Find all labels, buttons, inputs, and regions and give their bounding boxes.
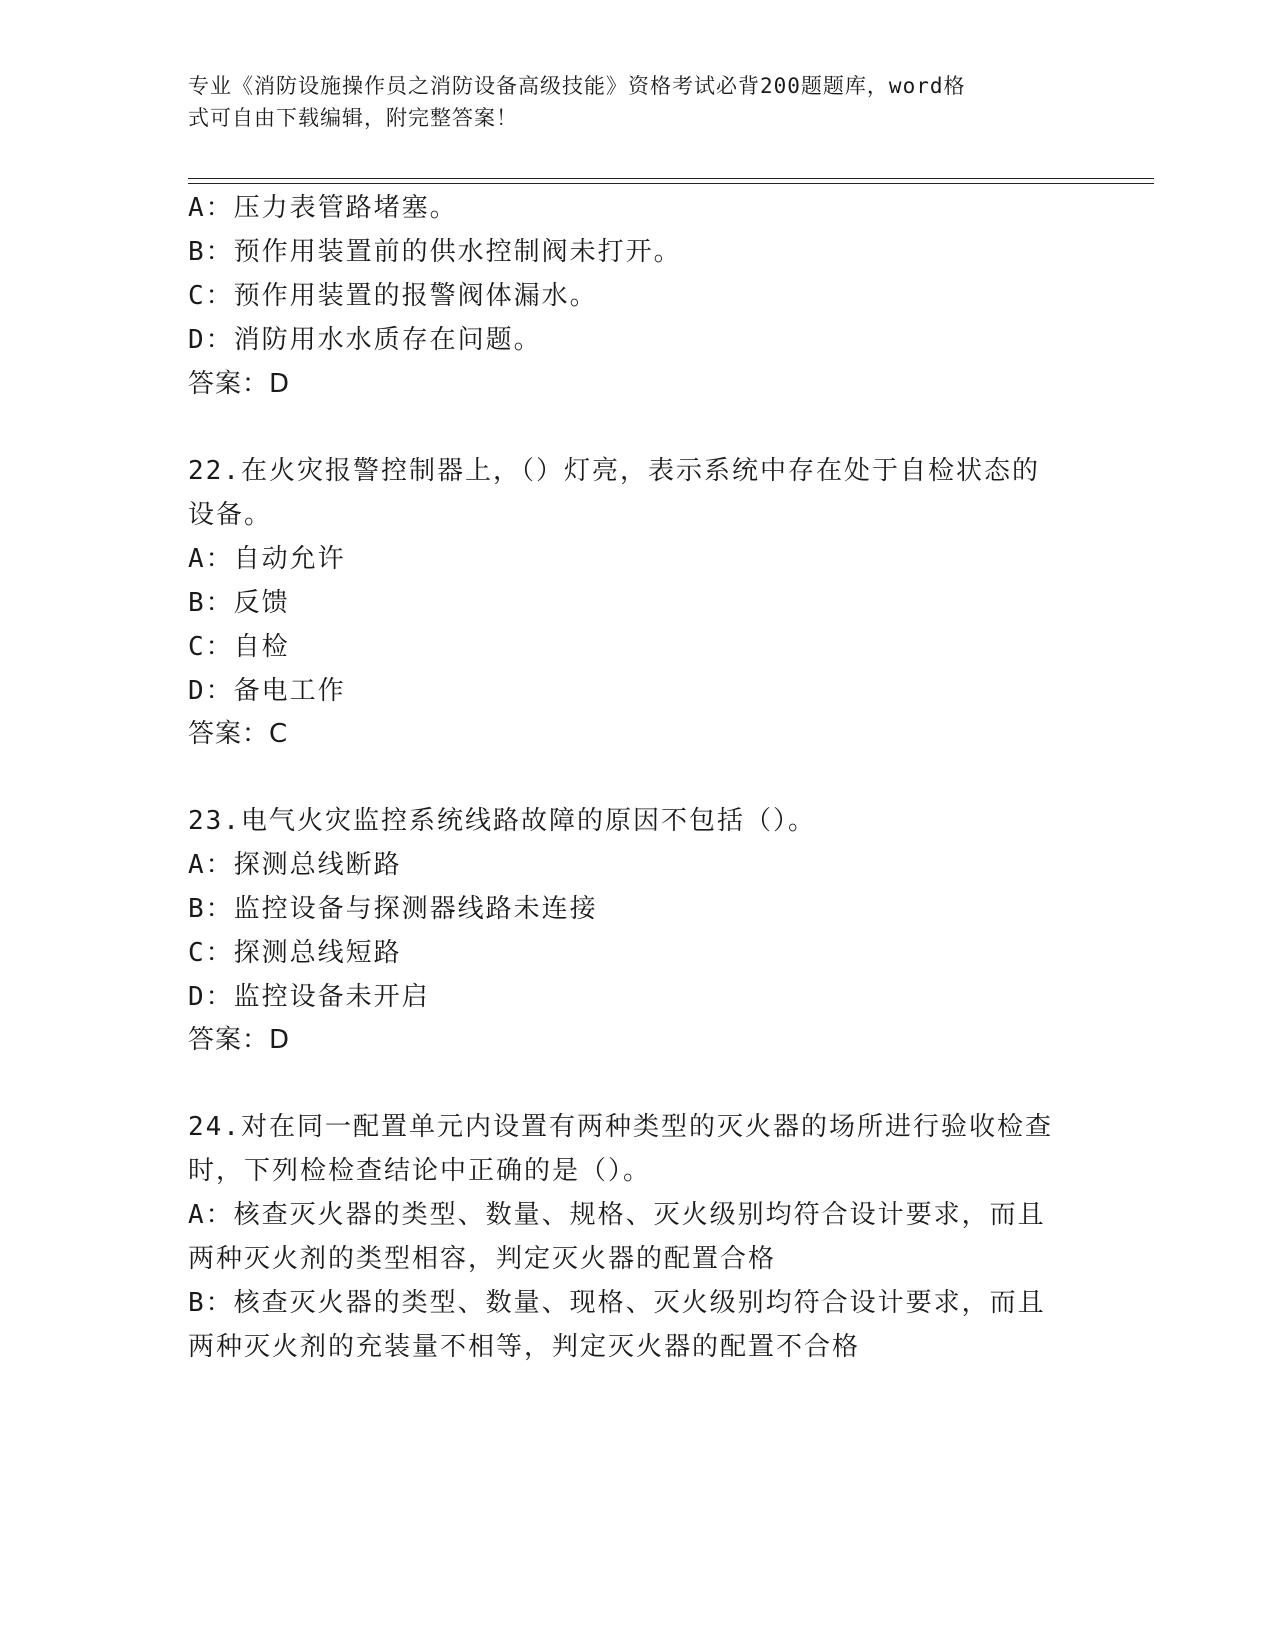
q22-option-a: A：自动允许 (188, 544, 346, 574)
q23-answer: 答案：D (188, 1025, 291, 1055)
q21-option-a: A：压力表管路堵塞。 (188, 193, 458, 223)
q21-answer: 答案：D (188, 369, 291, 399)
q23-option-c: C：探测总线短路 (188, 938, 402, 968)
q22-stem-line-2: 设备。 (188, 500, 273, 530)
q24-stem-line-2: 时，下列检检查结论中正确的是（）。 (188, 1156, 652, 1186)
q23-stem-line-1: 23.电气火灾监控系统线路故障的原因不包括（）。 (188, 806, 816, 836)
q22-stem-line-1: 22.在火灾报警控制器上，（）灯亮，表示系统中存在处于自检状态的 (188, 456, 1040, 486)
q22-option-d: D：备电工作 (188, 676, 346, 706)
q21-option-c: C：预作用装置的报警阀体漏水。 (188, 281, 598, 311)
header-divider-bottom (188, 183, 1154, 184)
q24-option-a-line-1: A：核查灭火器的类型、数量、规格、灭火级别均符合设计要求，而且 (188, 1200, 1046, 1230)
q24-option-b-line-1: B：核查灭火器的类型、数量、现格、灭火级别均符合设计要求，而且 (188, 1288, 1046, 1318)
q22-option-c: C：自检 (188, 632, 290, 662)
q23-option-d: D：监控设备未开启 (188, 982, 430, 1012)
q22-option-b: B：反馈 (188, 588, 290, 618)
q21-option-b: B：预作用装置前的供水控制阀未打开。 (188, 237, 682, 267)
header-line-2: 式可自由下载编辑，附完整答案！ (188, 106, 518, 130)
q23-option-b: B：监控设备与探测器线路未连接 (188, 894, 598, 924)
header-line-1: 专业《消防设施操作员之消防设备高级技能》资格考试必背200题题库，word格 (188, 74, 966, 98)
header-divider-top (188, 178, 1154, 179)
q22-answer: 答案：C (188, 719, 289, 749)
document-header (188, 70, 1068, 134)
q21-option-d: D：消防用水水质存在问题。 (188, 325, 542, 355)
q24-stem-line-1: 24.对在同一配置单元内设置有两种类型的灭火器的场所进行验收检查 (188, 1112, 1053, 1142)
q23-option-a: A：探测总线断路 (188, 850, 402, 880)
q24-option-a-line-2: 两种灭火剂的类型相容，判定灭火器的配置合格 (188, 1244, 777, 1274)
q24-option-b-line-2: 两种灭火剂的充装量不相等，判定灭火器的配置不合格 (188, 1332, 861, 1362)
